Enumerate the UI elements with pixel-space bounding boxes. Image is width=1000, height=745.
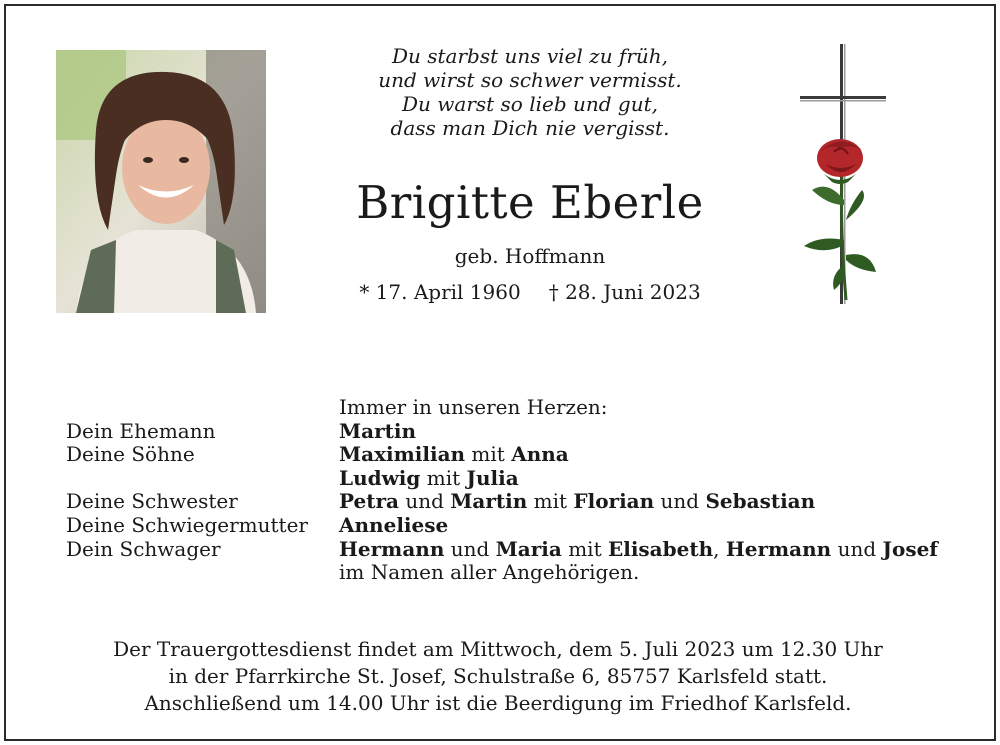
family-connector: mit — [465, 442, 512, 467]
family-member-name: Maximilian — [339, 442, 466, 467]
family-role: Dein Schwager — [66, 536, 221, 561]
family-member-name: Elisabeth — [607, 536, 714, 561]
family-closing: im Namen aller Angehörigen. — [339, 560, 640, 585]
family-members — [339, 396, 938, 585]
poem-line: Du starbst uns viel zu früh, — [391, 44, 669, 68]
birth-date: * 17. April 1960 — [359, 280, 521, 304]
family-member-name: Sebastian — [705, 489, 816, 514]
portrait-illustration — [56, 50, 266, 313]
family-member-name: Maria — [495, 536, 562, 561]
family-members-line — [339, 420, 938, 444]
family-intro: Immer in unseren Herzen: — [339, 395, 608, 419]
service-line: in der Pfarrkirche St. Josef, Schulstraße 6, 85757 Karlsfeld statt. — [168, 664, 828, 688]
death-date: † 28. Juni 2023 — [548, 280, 701, 304]
memorial-poem — [330, 44, 730, 140]
family-connector: mit — [561, 536, 608, 561]
family-connector: und — [654, 489, 706, 514]
family-members-line — [339, 514, 938, 538]
family-role: Dein Ehemann — [66, 418, 216, 443]
funeral-service-info — [20, 636, 976, 717]
family-member-name: Hermann — [725, 536, 832, 561]
family-role: Deine Schwiegermutter — [66, 512, 308, 537]
family-role: Deine Söhne — [66, 442, 195, 467]
deceased-name: Brigitte Eberle — [356, 176, 704, 229]
family-member-name: Anna — [511, 442, 569, 467]
family-connector: und — [398, 489, 451, 514]
poem-line: Du warst so lieb und gut, — [402, 92, 658, 116]
family-member-name: Ludwig — [339, 465, 421, 490]
service-line: Anschließend um 14.00 Uhr ist die Beerdigung im Friedhof Karlsfeld. — [144, 691, 852, 715]
cross-with-rose-icon — [790, 40, 900, 310]
birth-name: geb. Hoffmann — [454, 244, 606, 268]
service-line: Der Trauergottesdienst findet am Mittwoch, dem 5. Juli 2023 um 12.30 Uhr — [113, 637, 883, 661]
family-member-name: Anneliese — [339, 512, 449, 537]
family-members-line — [339, 538, 938, 562]
portrait-photo — [56, 50, 266, 313]
family-role — [66, 467, 308, 491]
family-member-name: Josef — [882, 536, 938, 561]
family-connector: mit — [420, 465, 467, 490]
family-members-line — [339, 467, 938, 491]
family-roles — [66, 396, 308, 561]
family-connector: und — [444, 536, 496, 561]
family-members-line — [339, 443, 938, 467]
family-member-name: Martin — [450, 489, 528, 514]
life-dates — [300, 280, 760, 304]
poem-line: dass man Dich nie vergisst. — [390, 116, 670, 140]
family-members-line — [339, 490, 938, 514]
family-member-name: Martin — [339, 418, 417, 443]
poem-line: und wirst so schwer vermisst. — [378, 68, 682, 92]
family-member-name: Hermann — [339, 536, 445, 561]
family-member-name: Petra — [339, 489, 399, 514]
family-connector: und — [831, 536, 883, 561]
family-connector: mit — [527, 489, 574, 514]
family-member-name: Florian — [573, 489, 655, 514]
family-member-name: Julia — [466, 465, 519, 490]
family-connector: , — [713, 536, 726, 561]
family-role: Deine Schwester — [66, 489, 238, 514]
